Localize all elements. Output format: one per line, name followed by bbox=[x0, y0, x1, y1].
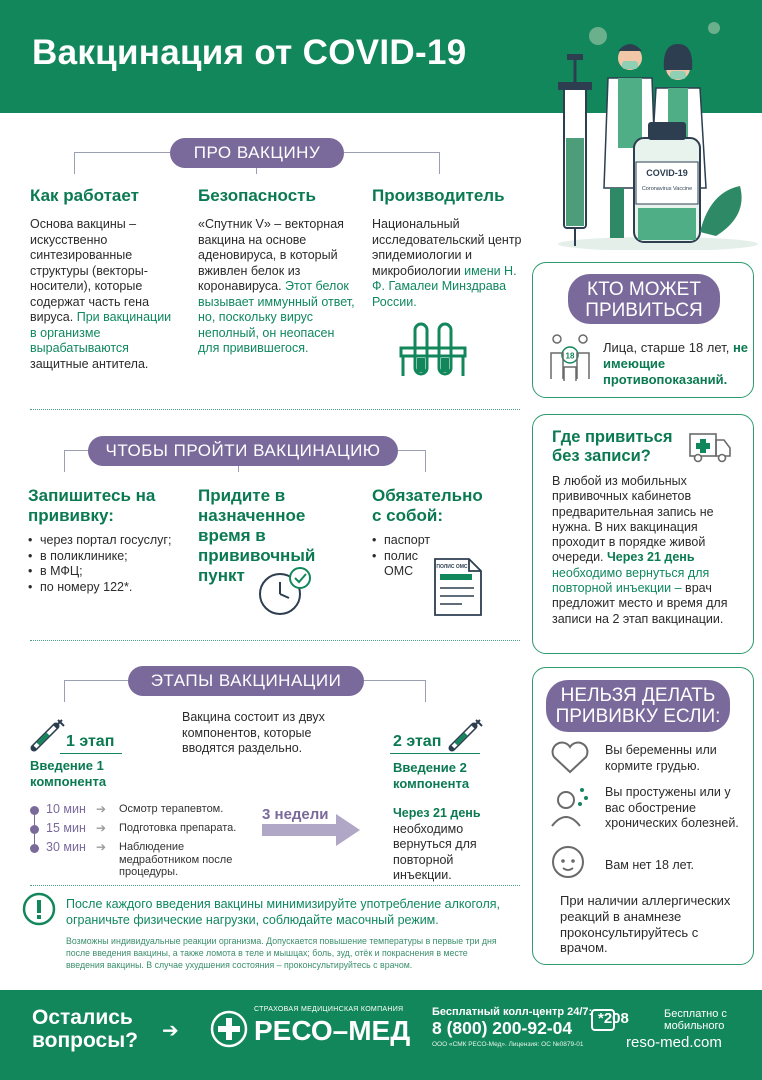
syringe-icon bbox=[30, 718, 66, 752]
stage1-underline bbox=[60, 753, 122, 754]
arrow-right-icon: ➔ bbox=[162, 1020, 179, 1042]
sick-person-icon bbox=[548, 784, 592, 828]
warning-main: После каждого введения вакцины минимизируйте употребление алкоголя, ограничьте физические нагрузки, соблюдайте масочный режим. bbox=[66, 897, 500, 927]
who-pill: КТО МОЖЕТ ПРИВИТЬСЯ bbox=[568, 274, 720, 324]
timeline-dot bbox=[30, 806, 39, 815]
contra-item-2: Вы простужены или у вас обострение хронических болезней. bbox=[605, 785, 739, 830]
safety-text: «Спутник V» – векторная вакцина на основе аденовируса, в который вживлен белок из коронавируса. Этот белок вызывает иммунный ответ, но, поскольку вирус неполный, он неопасен для привившегося. bbox=[198, 217, 355, 355]
stage2-sub: Введение 2 компонента bbox=[393, 760, 470, 791]
timeline bbox=[30, 800, 260, 880]
warning-small: Возможны индивидуальные реакции организма. Допускается повышение температуры в первые три дня после введения вакцины, а также ломота в теле и мышцах; боль, зуд, отёк и покраснения в месте введения вакцины. В случае ухудшения состояния – проконсультируйтесь с врачом. bbox=[66, 936, 497, 970]
arrow-icon: ➔ bbox=[96, 802, 107, 816]
stage2-underline bbox=[390, 753, 480, 754]
contra-item-1: Вы беременны или кормите грудью. bbox=[605, 743, 717, 773]
maker-title: Производитель bbox=[372, 186, 505, 205]
page-title: Вакцинация от COVID-19 bbox=[32, 33, 467, 72]
contra-pill: НЕЛЬЗЯ ДЕЛАТЬ ПРИВИВКУ ЕСЛИ: bbox=[546, 680, 730, 732]
divider-3 bbox=[30, 885, 520, 886]
timeline-text: Наблюдение медработником после процедуры. bbox=[119, 841, 233, 878]
about-bracket-left bbox=[74, 152, 75, 174]
site-link[interactable]: reso-med.com bbox=[626, 1034, 722, 1051]
svg-text:ПОЛИС ОМС: ПОЛИС ОМС bbox=[436, 564, 468, 570]
svg-text:Coronavirus Vaccine: Coronavirus Vaccine bbox=[641, 186, 693, 192]
ambulance-icon bbox=[688, 430, 732, 464]
stage2-label: 2 этап bbox=[393, 733, 442, 750]
timeline-dot bbox=[30, 825, 39, 834]
document-icon bbox=[432, 556, 484, 618]
bring-title: Обязательно с собой: bbox=[372, 486, 483, 525]
timeline-dot bbox=[30, 844, 39, 853]
list-item: • в МФЦ; bbox=[28, 564, 178, 580]
doctors-illustration bbox=[548, 18, 758, 250]
people-icon bbox=[548, 333, 592, 383]
divider-2 bbox=[30, 640, 520, 641]
list-item: • через портал госуслуг; bbox=[28, 533, 178, 549]
syringe-icon bbox=[448, 718, 484, 752]
timeline-time: 15 мин bbox=[46, 821, 86, 835]
allergy-text: При наличии аллергических реакций в анамнезе проконсультируйтесь с врачом. bbox=[560, 893, 731, 956]
callcenter-label: Бесплатный колл-центр 24/7: bbox=[432, 1006, 593, 1018]
about-bracket-right bbox=[439, 152, 440, 174]
interval-arrow-icon bbox=[262, 814, 362, 846]
signup-list bbox=[28, 533, 178, 595]
phone-number[interactable]: 8 (800) 200-92-04 bbox=[432, 1018, 573, 1038]
stage2-after bbox=[393, 806, 503, 884]
stages-bracket-right bbox=[425, 680, 426, 702]
list-item: • в поликлинике; bbox=[28, 549, 178, 565]
baby-icon bbox=[548, 842, 588, 882]
reso-logo-icon bbox=[210, 1010, 248, 1048]
exclamation-icon bbox=[22, 892, 56, 926]
maker-text: Национальный исследовательский центр эпидемиологии и микробиологии имени Н. Ф. Гамалеи Минздрава России. bbox=[372, 217, 522, 309]
test-tubes-icon bbox=[398, 320, 468, 380]
list-item: • паспорт bbox=[372, 533, 442, 549]
stage2-after-bold: Через 21 день bbox=[393, 806, 481, 820]
timeline-text: Подготовка препарата. bbox=[119, 822, 237, 834]
svg-text:COVID-19: COVID-19 bbox=[646, 168, 688, 178]
arrow-icon: ➔ bbox=[96, 821, 107, 835]
stage1-label: 1 этап bbox=[66, 733, 115, 750]
come-title: Придите в назначенное время в прививочный пункт bbox=[198, 486, 316, 585]
how-title: Как работает bbox=[30, 186, 139, 205]
where-title: Где привиться без записи? bbox=[552, 428, 673, 465]
virus-icon bbox=[589, 22, 720, 45]
timeline-text: Осмотр терапевтом. bbox=[119, 803, 224, 815]
steps-bracket-right bbox=[425, 450, 426, 472]
stages-bracket-left bbox=[64, 680, 65, 702]
timeline-time: 30 мин bbox=[46, 840, 86, 854]
company-name: РЕСО–МЕД bbox=[254, 1015, 411, 1046]
steps-pill: ЧТОБЫ ПРОЙТИ ВАКЦИНАЦИЮ bbox=[88, 436, 398, 466]
svg-text:18: 18 bbox=[565, 351, 575, 361]
short-number[interactable]: *208 bbox=[598, 1010, 629, 1027]
safety-title: Безопасность bbox=[198, 186, 316, 205]
stage1-sub: Введение 1 компонента bbox=[30, 758, 107, 789]
contra-item-3: Вам нет 18 лет. bbox=[605, 858, 695, 872]
heart-icon bbox=[548, 738, 592, 776]
about-pill: ПРО ВАКЦИНУ bbox=[170, 138, 344, 168]
stages-pill: ЭТАПЫ ВАКЦИНАЦИИ bbox=[128, 666, 364, 696]
signup-title: Запишитесь на прививку: bbox=[28, 486, 156, 525]
arrow-icon: ➔ bbox=[96, 840, 107, 854]
steps-bracket-left bbox=[64, 450, 65, 472]
company-tag: СТРАХОВАЯ МЕДИЦИНСКАЯ КОМПАНИЯ bbox=[254, 1006, 404, 1013]
where-text: В любой из мобильных прививочных кабинетов предварительная запись не нужна. В них вакцинация проходит в порядке живой очереди. Через 21 день необходимо вернуться для повторной инъекции – врач предложит место и время для записи на 2 этап вакцинации. bbox=[552, 474, 728, 626]
timeline-time: 10 мин bbox=[46, 802, 86, 816]
stages-intro: Вакцина состоит из двух компонентов, которые вводятся раздельно. bbox=[182, 710, 325, 755]
license-text: ООО «СМК РЕСО-Мед». Лицензия: ОС №0879-01 bbox=[432, 1041, 584, 1048]
divider-1 bbox=[30, 409, 520, 410]
how-text: Основа вакцины – искусственно синтезированные структуры (векторы-носители), которые содержат часть гена вируса. При вакцинации в организме вырабатываются защитные антитела. bbox=[30, 217, 172, 371]
clock-icon bbox=[256, 566, 316, 618]
list-item: • по номеру 122*. bbox=[28, 580, 178, 596]
free-mobile: Бесплатно с мобильного bbox=[664, 1008, 727, 1032]
interval-label: 3 недели bbox=[262, 806, 329, 823]
stage2-after-text: необходимо вернуться для повторной инъекции. bbox=[393, 821, 477, 882]
footer-question: Остались вопросы? bbox=[32, 1006, 138, 1052]
list-item: • полис ОМС bbox=[372, 549, 442, 580]
who-text: Лица, старше 18 лет, не имеющие противопоказаний. bbox=[603, 340, 749, 387]
